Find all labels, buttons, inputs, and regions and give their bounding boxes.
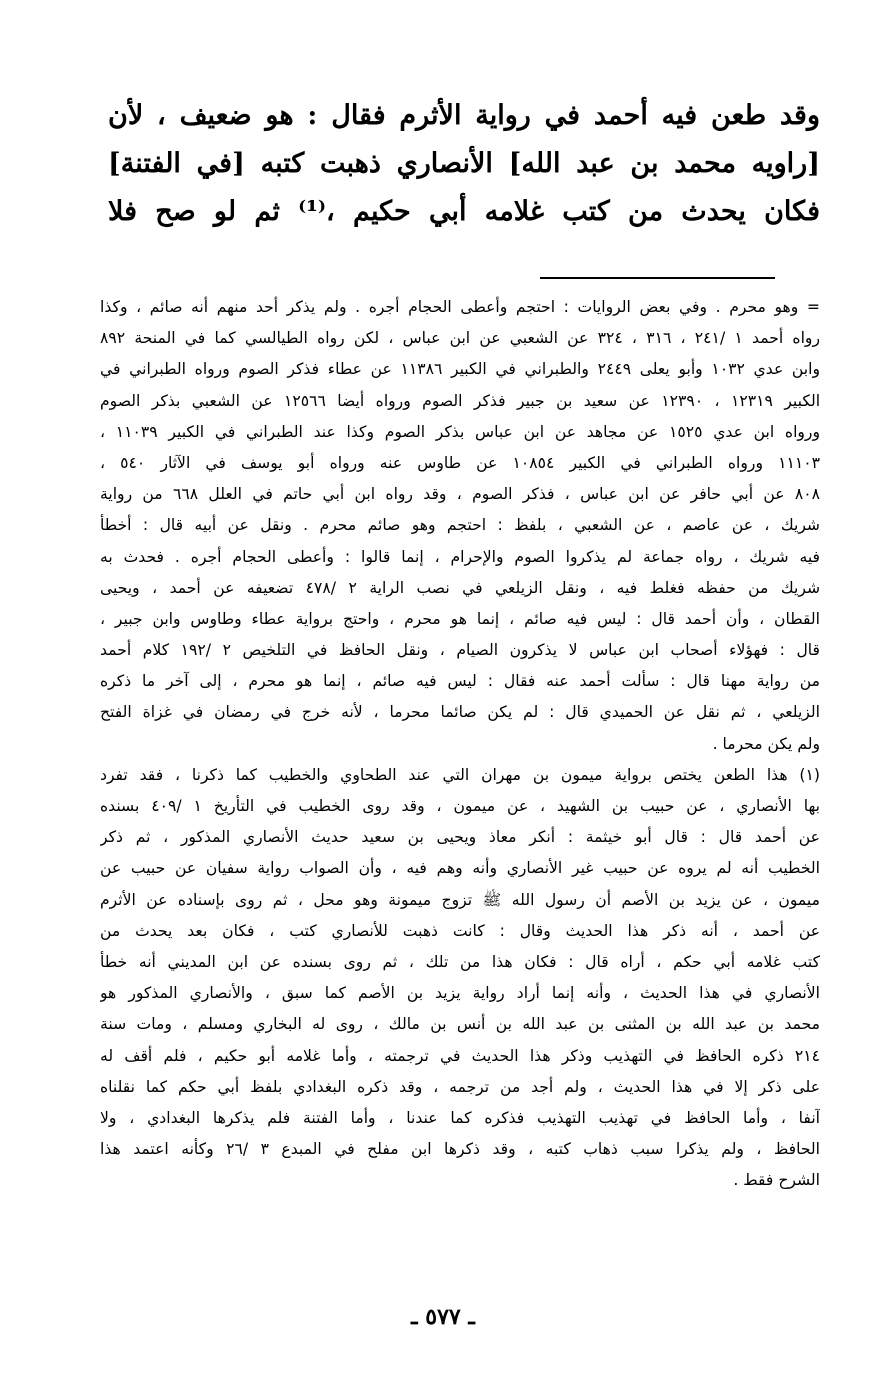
footnote-line: على ذكر إلا في هذا الحديث ، ولم أجد من ترجمه ، وقد ذكره البغدادي بلفظ أبي حكم كما نقلناه — [100, 1077, 820, 1096]
footnote-line: شريك ، عن عاصم ، عن الشعبي ، بلفظ : احتجم وهو صائم محرم . ونقل عن أبيه قال : أخطأ — [100, 516, 820, 535]
footnote-line: ورواه ابن عدي ١٥٢٥ عن مجاهد عن ابن عباس بذكر الصوم وكذا عند الطبراني في الكبير ١١٠٣٩ ، — [100, 422, 820, 441]
footnote-line: ١١١٠٣ ورواه الطبراني في الكبير ١٠٨٥٤ عن طاوس عنه ورواه أبو يوسف في الآثار ٥٤٠ ، — [100, 453, 820, 472]
footnote-line: عن أحمد ، أنه ذكر هذا الحديث وقال : كانت ذهبت للأنصاري كتب ، فكان بعد يحدث من — [100, 921, 820, 940]
main-text-line: فكان يحدث من كتب غلامه أبي حكيم ،⁽¹⁾ ثم لو صح فلا — [108, 196, 820, 227]
footnote-line: الخطيب أنه لم يروه عن حبيب غير الأنصاري وأنه وهم فيه ، وأن الصواب رواية سفيان عن حبيب عن — [100, 859, 820, 878]
main-text-block — [108, 92, 820, 236]
footnotes-block — [100, 292, 820, 1196]
footnote-line: ولم يكن محرما . — [712, 734, 820, 753]
footnote-separator — [540, 277, 775, 279]
footnote-line: وابن عدي ١٠٣٢ وأبو يعلى ٢٤٤٩ والطبراني في الكبير ١١٣٨٦ عن عطاء فذكر الصوم ورواه الطبراني في — [100, 360, 820, 379]
footnote-line: محمد بن عبد الله بن المثنى بن عبد الله بن أنس بن مالك ، روى له البخاري ومسلم ، ومات سنة — [100, 1015, 820, 1034]
main-text-line: [راويه محمد بن عبد الله] الأنصاري ذهبت كتبه [في الفتنة] — [108, 148, 820, 179]
main-text-line: وقد طعن فيه أحمد في رواية الأثرم فقال : هو ضعيف ، لأن — [108, 100, 820, 131]
footnote-line: الزيلعي ، ثم نقل عن الحميدي قال : لم يكن صائما محرما ، لأنه خرج في رمضان في غزاة الفتح — [100, 703, 820, 722]
footnote-line: شريك من حفظه فغلط فيه ، ونقل الزيلعي في نصب الراية ٢ /٤٧٨ تضعيفه عن أحمد ، ويحيى — [100, 578, 820, 597]
footnote-line: ٨٠٨ عن أبي حافر عن ابن عباس ، فذكر الصوم ، وقد رواه ابن أبي حاتم في العلل ٦٦٨ من رواية — [100, 485, 820, 504]
page-number: ـ ٥٧٧ ـ — [411, 1304, 475, 1330]
footnote-line: الأنصاري في هذا الحديث ، وأنه إنما أراد رواية يزيد بن الأصم كما سبق ، والأنصاري المذكور هو — [100, 984, 820, 1003]
footnote-line: القطان ، وأن أحمد قال : ليس فيه صائم ، إنما هو محرم ، واحتج برواية عطاء وطاوس وابن جبير ، — [100, 609, 820, 628]
footnote-line: عن أحمد قال : قال أبو خيثمة : أنكر معاذ ويحيى بن سعيد حديث الأنصاري المذكور ، ثم ذكر — [100, 828, 820, 847]
footnote-line: رواه أحمد ١ /٢٤١ ، ٣١٦ ، ٣٢٤ عن الشعبي عن ابن عباس ، لكن رواه الطيالسي كما في المنحة ٨٩٢ — [100, 329, 820, 348]
footnote-line: فيه شريك ، رواه جماعة لم يذكروا الصوم والإحرام ، إنما قالوا : وأعطى الحجام أجره . فحدث به — [100, 547, 820, 566]
footnote-line: الكبير ١٢٣١٩ ، ١٢٣٩٠ عن سعيد بن جبير فذكر الصوم ورواه أيضا ١٢٥٦٦ عن الشعبي بذكر الصوم — [100, 391, 820, 410]
footnote-line: من رواية مهنا قال : سألت أحمد عنه فقال : ليس فيه صائم ، إنما هو محرم ، إلى آخر ما ذكره — [100, 672, 820, 691]
footnote-line: آنفا ، وأما الحافظ في تهذيب التهذيب فذكره كما عندنا ، وأما الفتنة فلم يذكرها البغدادي ، ولا — [100, 1108, 820, 1127]
footnote-line: ميمون ، عن يزيد بن الأصم أن رسول الله ﷺ تزوج ميمونة وهو محل ، ثم روى بإسناده عن الأثرم — [100, 890, 820, 909]
footnote-line: قال : فهؤلاء أصحاب ابن عباس لا يذكرون الصيام ، ونقل الحافظ في التلخيص ٢ /١٩٢ كلام أحمد — [100, 641, 820, 660]
footnote-line: كتب غلامه أبي حكم ، أراه قال : فكان هذا من تلك ، ثم روى بسنده عن ابن المديني أنه خطأ — [100, 952, 820, 971]
footnote-line: = وهو محرم . وفي بعض الروايات : احتجم وأعطى الحجام أجره . ولم يذكر أحد منهم أنه صائم ، وكذا — [100, 298, 820, 316]
footnote-line: الشرح فقط . — [733, 1171, 820, 1190]
footnote-line: ٢١٤ ذكره الحافظ في التهذيب وذكر هذا الحديث في ترجمته ، وأما غلامه أبو حكيم ، فلم أقف له — [100, 1046, 820, 1065]
footnote-line: بها الأنصاري ، عن حبيب بن الشهيد ، عن ميمون ، وقد روى الخطيب في التأريخ ١ /٤٠٩ بسنده — [100, 797, 820, 815]
footnote-line: الحافظ ، ولم يذكرا سبب ذهاب كتبه ، وقد ذكرها ابن مفلح في المبدع ٣ /٢٦ وكأنه اعتمد هذا — [100, 1140, 820, 1159]
footnote-line: (١) هذا الطعن يختص برواية ميمون بن مهران التي عند الطحاوي والخطيب كما ذكرنا ، فقد تفرد — [100, 765, 820, 784]
